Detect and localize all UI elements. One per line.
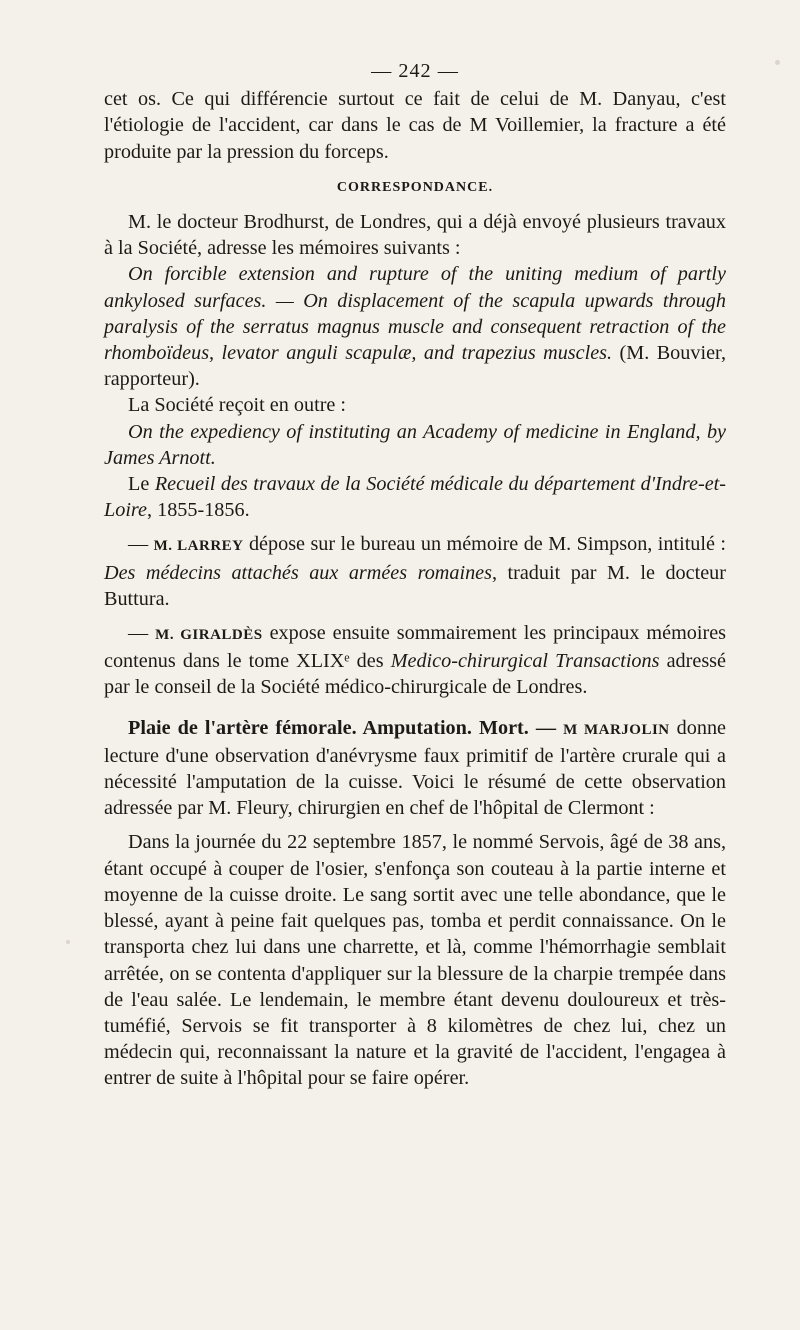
recueil-years: , 1855-1856.: [147, 499, 250, 522]
paragraph-larrey: [104, 531, 726, 612]
giraldes-title: Medico-chirurgical Transactions: [390, 650, 660, 673]
marjolin-name: M MARJOLIN: [563, 721, 670, 738]
paragraph-recueil: [104, 471, 726, 523]
paragraph-memoir-titles: [104, 261, 726, 392]
dash: —: [128, 622, 149, 645]
larrey-title: Des médecins attachés aux armées romaines: [104, 561, 492, 584]
dash: —: [128, 533, 149, 556]
giraldes-name: M. GIRALDÈS: [155, 627, 263, 644]
recueil-prefix: Le: [128, 473, 150, 496]
arnott-title: On the expediency of instituting an Academy of medicine in England, by James Arnott.: [104, 420, 726, 469]
paragraph-giraldes: [104, 620, 726, 701]
paragraph-case-report: Dans la journée du 22 septembre 1857, le nommé Servois, âgé de 38 ans, étant occupé à couper de l'osier, s'enfonça son couteau à la partie interne et moyenne de la cuisse droite. Le sang sortit avec une telle abondance, que le blessé, ayant à peine fait quelques pas, tomba et perdit connaissance. On le transporta chez lui dans une charrette, et là, comme l'hémorrhagie semblait arrêtée, on se contenta d'appliquer sur la blessure de la charpie trempée dans de l'eau salée. Le lendemain, le membre étant devenu douloureux et très-tuméfié, Servois se fit transporter à 8 kilomètres de chez lui, chez un médecin qui, reconnaissant la nature et la gravité de l'accident, l'engagea à entrer de suite à l'hôpital pour se faire opérer.: [104, 831, 726, 1090]
paragraph-marjolin: [104, 715, 726, 822]
larrey-text: dépose sur le bureau un mémoire de M. Simpson, intitulé :: [248, 533, 727, 556]
recueil-title: Recueil des travaux de la Société médicale du département d'Indre-et-Loire: [104, 473, 727, 522]
paragraph-continuation: cet os. Ce qui différencie surtout ce fait de celui de M. Danyau, c'est l'étiologie de l'accident, car dans le cas de M Voillemier, la fracture a été produite par la pression du forceps.: [104, 88, 726, 163]
case-heading: Plaie de l'artère fémorale. Amputation. Mort. —: [128, 716, 557, 739]
paragraph-received: La Société reçoit en outre :: [128, 394, 347, 417]
page-number: — 242 —: [371, 60, 459, 82]
giraldes-text-end: adressé par le conseil de la Société médico-chirurgicale de Londres.: [104, 650, 727, 699]
larrey-name: M. LARREY: [153, 538, 244, 555]
giraldes-text: expose ensuite sommairement les principaux mémoires contenus dans le tome XLIXᵉ des: [104, 622, 727, 673]
ink-spot: [66, 940, 70, 944]
marjolin-text: donne lecture d'une observation d'anévrysme faux primitif de l'artère crurale qui a nécessité l'amputation de la cuisse. Voici le résumé de cette observation adressée par M. Fleury, chirurgien en chef de l'hôpital de Clermont :: [104, 716, 727, 820]
page-text: [104, 58, 726, 1092]
paragraph-correspondence: M. le docteur Brodhurst, de Londres, qui a déjà envoyé plusieurs travaux à la Société, adresse les mémoires suivants :: [104, 211, 726, 260]
ink-spot: [775, 60, 780, 65]
rapporteur: (M. Bouvier, rapporteur).: [104, 342, 726, 391]
paragraph-arnott: [104, 419, 726, 471]
section-heading: CORRESPONDANCE.: [336, 179, 494, 195]
larrey-text-end: , traduit par M. le docteur Buttura.: [104, 561, 726, 610]
memoir-titles-italic: On forcible extension and rupture of the uniting medium of partly ankylosed surfaces. — On displacement of the scapula upwards through paralysis of the serratus magnus muscle and consequent retraction of the rhomboïdeus, levator anguli scapulæ, and trapezius muscles.: [104, 263, 726, 365]
